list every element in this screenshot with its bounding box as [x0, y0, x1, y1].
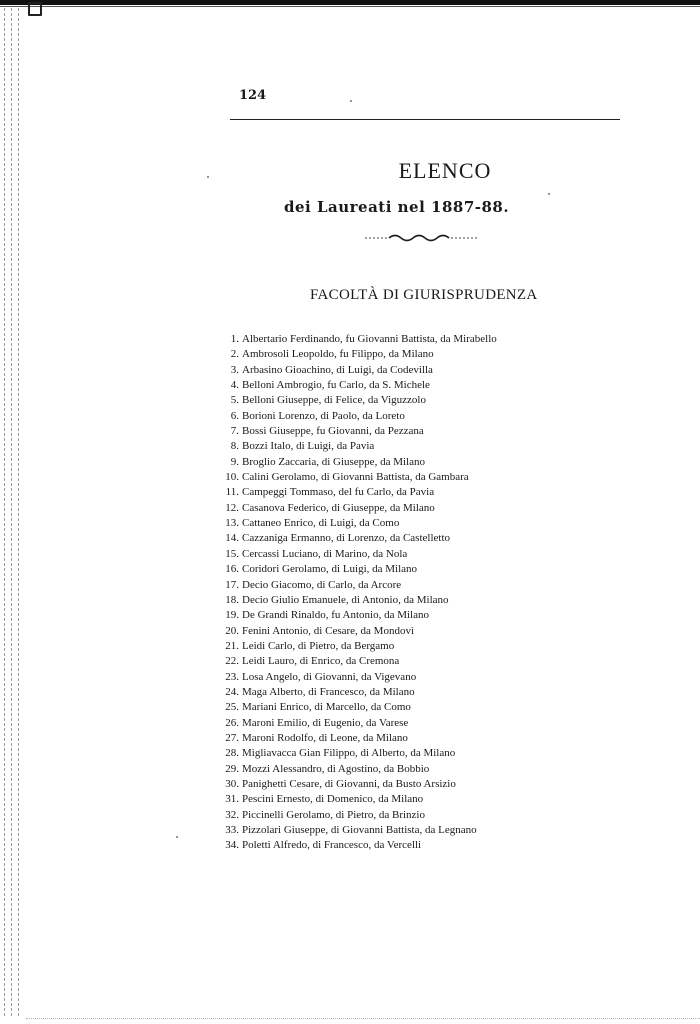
list-item-number: 4. [230, 379, 239, 392]
ornament-divider [365, 232, 477, 244]
list-item [218, 347, 558, 362]
list-item [218, 531, 558, 546]
list-item-text: Calini Gerolamo, di Giovanni Battista, da Gambara [242, 471, 469, 484]
list-item-number: 28. [225, 747, 239, 760]
list-item [218, 547, 558, 562]
list-item-text: Decio Giacomo, di Carlo, da Arcore [242, 578, 402, 591]
list-item [218, 593, 558, 608]
binding-mark [28, 2, 42, 16]
list-item-number: 25. [225, 701, 239, 714]
top-scan-border [0, 0, 700, 5]
list-item-text: Cercassi Luciano, di Marino, da Nola [242, 547, 408, 560]
list-item-number: 31. [225, 793, 239, 806]
bottom-scan-edge [26, 1018, 700, 1019]
list-item [218, 378, 558, 393]
list-item-text: Bozzi Italo, di Luigi, da Pavia [242, 440, 375, 453]
list-item-number: 22. [225, 655, 239, 668]
binding-line [18, 8, 19, 1016]
list-item-text: Coridori Gerolamo, di Luigi, da Milano [242, 563, 418, 576]
page-subtitle: dei Laureati nel 1887-88. [284, 198, 510, 216]
scan-speck [548, 193, 550, 195]
header-rule [230, 119, 620, 120]
list-item-number: 17. [225, 578, 239, 591]
list-item-number: 15. [225, 547, 239, 560]
list-item [218, 762, 558, 777]
list-item-number: 16. [225, 563, 239, 576]
list-item-number: 19. [225, 609, 239, 622]
page-number: 124 [239, 88, 267, 103]
list-item-text: Piccinelli Gerolamo, di Pietro, da Brinzio [242, 808, 425, 821]
list-item-number: 6. [230, 409, 239, 422]
list-item [218, 823, 558, 838]
list-item-text: Maga Alberto, di Francesco, da Milano [242, 685, 415, 698]
list-item [218, 470, 558, 485]
list-item-number: 23. [225, 670, 239, 683]
list-item-number: 11. [225, 486, 239, 499]
list-item [218, 516, 558, 531]
list-item [218, 363, 558, 378]
list-item-text: Broglio Zaccaria, di Giuseppe, da Milano [242, 455, 425, 468]
list-item-number: 12. [225, 501, 239, 514]
list-item-text: Leidi Carlo, di Pietro, da Bergamo [242, 639, 395, 652]
list-item [218, 608, 558, 623]
list-item-text: Bossi Giuseppe, fu Giovanni, da Pezzana [242, 425, 424, 438]
list-item-number: 32. [225, 808, 239, 821]
list-item-text: Cattaneo Enrico, di Luigi, da Como [242, 517, 400, 530]
list-item-text: Poletti Alfredo, di Francesco, da Vercelli [242, 839, 422, 852]
list-item [218, 578, 558, 593]
list-item-number: 3. [230, 363, 239, 376]
list-item [218, 424, 558, 439]
list-item-number: 33. [225, 824, 239, 836]
scan-speck [176, 836, 178, 838]
list-item [218, 501, 558, 516]
list-item-number: 2. [230, 348, 239, 361]
list-item-text: Belloni Giuseppe, di Felice, da Viguzzolo [242, 394, 426, 407]
list-item [218, 624, 558, 639]
list-item [218, 332, 558, 347]
list-item-text: Decio Giulio Emanuele, di Antonio, da Milano [242, 593, 449, 606]
list-item-text: De Grandi Rinaldo, fu Antonio, da Milano [242, 609, 429, 622]
scan-speck [207, 176, 209, 178]
list-item-text: Mariani Enrico, di Marcello, da Como [242, 701, 411, 714]
list-item-number: 20. [225, 624, 239, 637]
list-item-text: Mozzi Alessandro, di Agostino, da Bobbio [242, 762, 430, 775]
list-item [218, 654, 558, 669]
list-item-number: 34. [225, 839, 239, 852]
top-scan-border-thin [0, 6, 700, 7]
list-item [218, 455, 558, 470]
list-item-number: 14. [225, 532, 239, 545]
list-item [218, 409, 558, 424]
list-item [218, 731, 558, 746]
list-item-text: Cazzaniga Ermanno, di Lorenzo, da Castelletto [242, 532, 451, 545]
list-item-text: Borioni Lorenzo, di Paolo, da Loreto [242, 409, 405, 422]
list-item-text: Losa Angelo, di Giovanni, da Vigevano [242, 670, 417, 683]
list-item [218, 639, 558, 654]
list-item-number: 27. [225, 731, 239, 744]
list-item-text: Migliavacca Gian Filippo, di Alberto, da Milano [242, 747, 456, 760]
list-item [218, 393, 558, 408]
list-item-text: Belloni Ambrogio, fu Carlo, da S. Michele [242, 379, 430, 392]
list-item [218, 838, 558, 853]
list-item-number: 7. [230, 425, 239, 438]
list-item [218, 792, 558, 807]
list-item-number: 24. [225, 685, 239, 698]
list-item [218, 700, 558, 715]
list-item-number: 29. [225, 762, 239, 775]
list-item-text: Albertario Ferdinando, fu Giovanni Battista, da Mirabello [242, 333, 497, 345]
list-item [218, 685, 558, 700]
list-item-text: Casanova Federico, di Giuseppe, da Milano [242, 501, 435, 514]
list-item-text: Leidi Lauro, di Enrico, da Cremona [242, 655, 400, 668]
list-item [218, 746, 558, 761]
list-item [218, 716, 558, 731]
list-item-number: 13. [225, 517, 239, 530]
list-item-number: 9. [230, 455, 239, 468]
binding-edge [0, 0, 26, 1024]
list-item-text: Panighetti Cesare, di Giovanni, da Busto Arsizio [242, 777, 456, 790]
list-item [218, 439, 558, 454]
list-item [218, 485, 558, 500]
scan-speck [350, 100, 352, 102]
list-item-number: 30. [225, 777, 239, 790]
list-item-text: Fenini Antonio, di Cesare, da Mondovì [242, 624, 415, 637]
list-item-text: Campeggi Tommaso, del fu Carlo, da Pavia [242, 486, 435, 499]
list-item-number: 21. [225, 639, 239, 652]
list-item-number: 10. [225, 471, 239, 484]
list-item-text: Pizzolari Giuseppe, di Giovanni Battista, da Legnano [242, 824, 477, 836]
list-item [218, 562, 558, 577]
list-item [218, 670, 558, 685]
list-item-number: 26. [225, 716, 239, 729]
graduates-list [218, 332, 558, 854]
faculty-heading: FACOLTÀ DI GIURISPRUDENZA [310, 287, 538, 303]
list-item-text: Arbasino Gioachino, di Luigi, da Codevilla [242, 363, 433, 376]
list-item-text: Maroni Rodolfo, di Leone, da Milano [242, 731, 408, 744]
list-item-text: Maroni Emilio, di Eugenio, da Varese [242, 716, 409, 729]
list-item [218, 777, 558, 792]
list-item-number: 5. [230, 394, 239, 407]
list-item [218, 808, 558, 823]
list-item-text: Ambrosoli Leopoldo, fu Filippo, da Milano [242, 348, 434, 361]
list-item-number: 1. [230, 333, 239, 345]
list-item-number: 18. [225, 593, 239, 606]
binding-line [4, 8, 5, 1016]
page-title: ELENCO [398, 158, 492, 183]
list-item-number: 8. [230, 440, 239, 453]
ornament-flourish [389, 236, 449, 241]
list-item-text: Pescini Ernesto, di Domenico, da Milano [242, 793, 424, 806]
binding-line [11, 8, 12, 1016]
